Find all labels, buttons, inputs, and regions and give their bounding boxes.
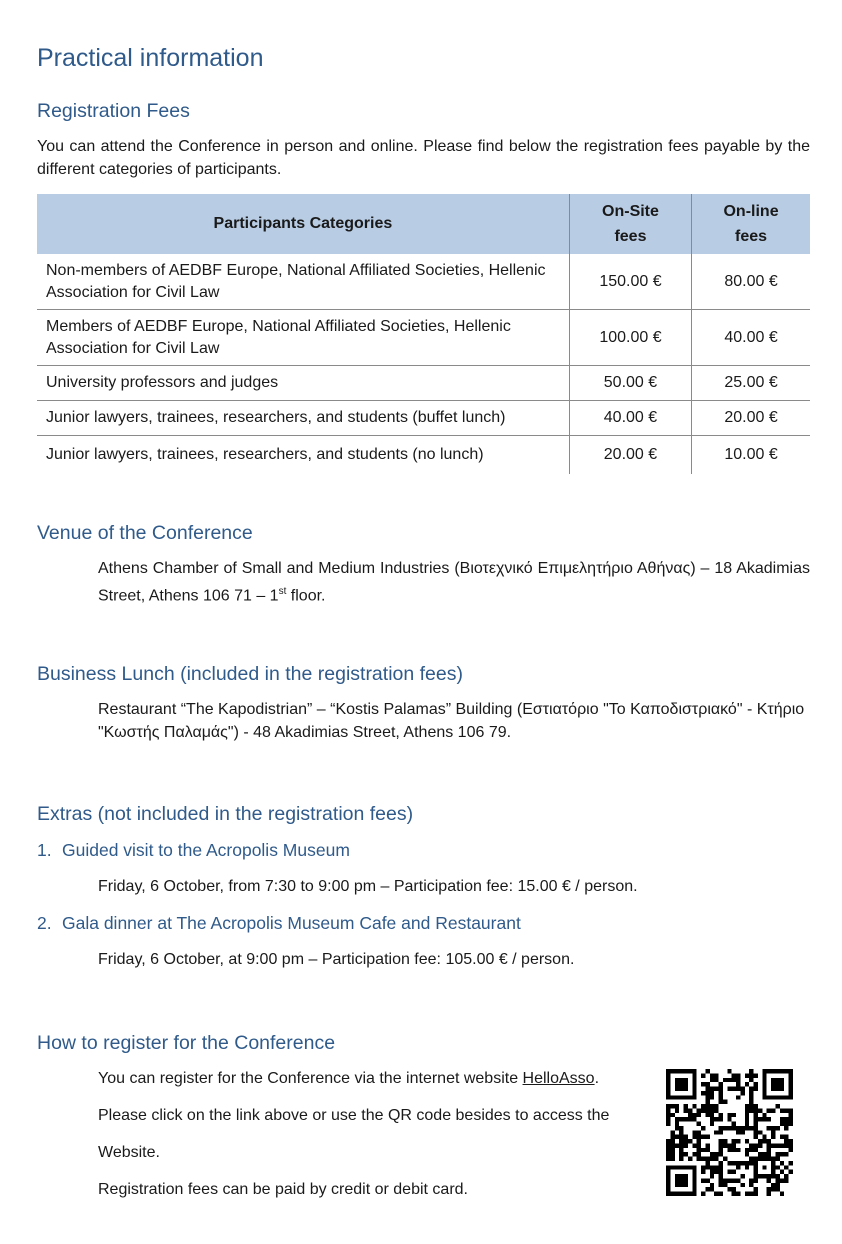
col-header-online [692,194,810,254]
row-online-fee: 10.00 € [692,436,810,474]
extras-item-2-title [37,913,521,934]
col-header-online-line1: On-line [723,203,779,220]
extras-item-2-number: 2. [37,913,52,933]
venue-heading: Venue of the Conference [37,522,253,544]
col-header-onsite-line2: fees [614,228,647,245]
table-row [37,401,810,436]
registration-heading: Registration Fees [37,100,190,122]
row-category: Junior lawyers, trainees, researchers, and students (buffet lunch) [37,401,569,436]
extras-item-1-number: 1. [37,840,52,860]
col-header-onsite [569,194,691,254]
lunch-heading: Business Lunch (included in the registration fees) [37,663,463,685]
venue-text-main: Athens Chamber of Small and Medium Industries (Βιοτεχνικό Επιμελητήριο Αθήνας) – 18 Akadimias Street, Athens 106 71 – 1 [98,560,810,605]
extras-item-1-title [37,840,350,861]
col-header-online-line2: fees [735,228,768,245]
row-onsite-fee: 150.00 € [569,254,691,310]
row-category: Members of AEDBF Europe, National Affiliated Societies, Hellenic Association for Civil Law [37,310,569,366]
row-online-fee: 40.00 € [692,310,810,366]
register-heading: How to register for the Conference [37,1032,336,1054]
register-line-3: Website. [98,1144,160,1161]
table-row [37,254,810,310]
register-line-4: Registration fees can be paid by credit or debit card. [98,1181,468,1198]
col-header-onsite-line1: On-Site [602,203,659,220]
row-onsite-fee: 50.00 € [569,366,691,401]
row-online-fee: 25.00 € [692,366,810,401]
venue-floor-superscript: st [278,586,287,597]
extras-item-2-detail: Friday, 6 October, at 9:00 pm – Participation fee: 105.00 € / person. [98,951,575,968]
qr-code-icon[interactable] [666,1069,793,1196]
row-onsite-fee: 100.00 € [569,310,691,366]
extras-item-1-detail: Friday, 6 October, from 7:30 to 9:00 pm – Participation fee: 15.00 € / person. [98,878,638,895]
register-line-2: Please click on the link above or use the QR code besides to access the [98,1107,610,1124]
venue-text [98,557,810,607]
extras-item-2-title-text: Gala dinner at The Acropolis Museum Cafe and Restaurant [62,913,521,933]
table-row [37,436,810,474]
venue-text-end: floor. [286,587,326,605]
extras-heading: Extras (not included in the registration fees) [37,803,414,825]
page-title: Practical information [37,44,264,72]
row-category: Junior lawyers, trainees, researchers, and students (no lunch) [37,436,569,474]
register-line-1 [98,1067,599,1090]
row-online-fee: 80.00 € [692,254,810,310]
table-row [37,310,810,366]
registration-intro: You can attend the Conference in person and online. Please find below the registration fees payable by the different categories of participants. [37,138,810,178]
register-line-1-suffix: . [594,1070,600,1087]
row-category: Non-members of AEDBF Europe, National Affiliated Societies, Hellenic Association for Civil Law [46,261,546,301]
register-line-1-prefix: You can register for the Conference via the internet website [98,1070,523,1087]
col-header-category: Participants Categories [37,194,569,254]
helloasso-link[interactable]: HelloAsso [522,1070,595,1087]
fees-table [37,194,810,474]
row-category: University professors and judges [37,366,569,401]
row-online-fee: 20.00 € [692,401,810,436]
table-row [37,366,810,401]
extras-item-1-title-text: Guided visit to the Acropolis Museum [62,840,350,860]
lunch-text: Restaurant “The Kapodistrian” – “Kostis Palamas” Building (Εστιατόριο "Το Καποδιστριακό" - Κτήριο "Κωστής Παλαμάς") - 48 Akadimias Street, Athens 106 79. [98,701,805,741]
row-onsite-fee: 20.00 € [569,436,691,474]
row-onsite-fee: 40.00 € [569,401,691,436]
